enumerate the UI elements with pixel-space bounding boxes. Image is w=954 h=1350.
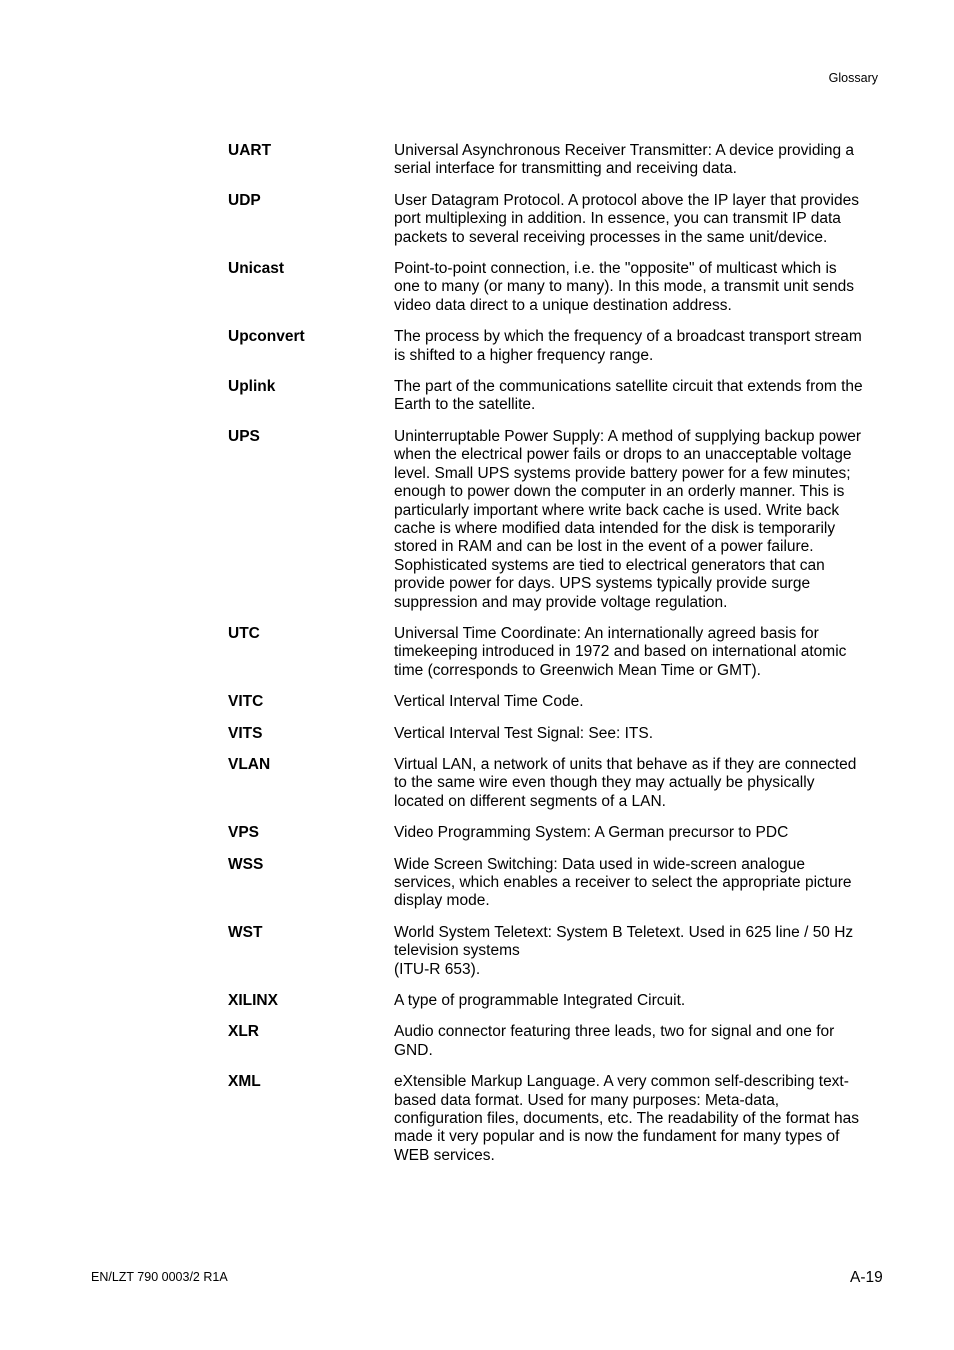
glossary-entry bbox=[228, 824, 888, 842]
glossary-definition: A type of programmable Integrated Circuit. bbox=[394, 992, 686, 1010]
glossary-definition: Virtual LAN, a network of units that behave as if they are connected to the same wire even though they may actually be physically located on different segments of a LAN. bbox=[394, 755, 857, 810]
glossary-definition: The process by which the frequency of a broadcast transport stream is shifted to a higher frequency range. bbox=[394, 328, 862, 364]
glossary-term: Uplink bbox=[228, 378, 276, 396]
glossary-definition: Universal Asynchronous Receiver Transmitter: A device providing a serial interface for transmitting and receiving data. bbox=[394, 142, 855, 178]
glossary-entry bbox=[228, 328, 888, 365]
glossary-entry bbox=[228, 1073, 888, 1165]
glossary-definition: Vertical Interval Time Code. bbox=[394, 693, 584, 711]
glossary-term: Upconvert bbox=[228, 328, 305, 346]
glossary-term: XLR bbox=[228, 1023, 259, 1041]
glossary-entry bbox=[228, 428, 888, 612]
glossary-definition: Video Programming System: A German precursor to PDC bbox=[394, 824, 789, 842]
glossary-term: UPS bbox=[228, 427, 260, 445]
glossary-entry bbox=[228, 260, 888, 315]
glossary-term: UDP bbox=[228, 191, 261, 209]
glossary-entry bbox=[228, 725, 888, 743]
glossary-term: VPS bbox=[228, 824, 260, 842]
glossary-term: VITC bbox=[228, 693, 264, 711]
glossary-term: XML bbox=[228, 1073, 261, 1091]
glossary-definition: User Datagram Protocol. A protocol above the IP layer that provides port multiplexing in addition. In essence, you can transmit IP data packets to several receiving processes in the same unit/device. bbox=[394, 191, 859, 246]
glossary-entry bbox=[228, 693, 888, 711]
glossary-definition: Vertical Interval Test Signal: See: ITS. bbox=[394, 724, 654, 742]
glossary-entry bbox=[228, 992, 888, 1010]
glossary-definition: Universal Time Coordinate: An internationally agreed basis for timekeeping introduced in 1972 and based on international atomic time (corresponds to Greenwich Mean Time or GMT). bbox=[394, 624, 847, 679]
glossary-definition: Audio connector featuring three leads, two for signal and one for GND. bbox=[394, 1023, 835, 1059]
glossary-definition: World System Teletext: System B Teletext. Used in 625 line / 50 Hz television systems (ITU-R 653). bbox=[394, 923, 854, 978]
glossary-definition: The part of the communications satellite circuit that extends from the Earth to the satellite. bbox=[394, 378, 863, 414]
glossary-term: VLAN bbox=[228, 755, 271, 773]
glossary-term: Unicast bbox=[228, 260, 284, 278]
glossary-entry bbox=[228, 1023, 888, 1060]
glossary-definition: eXtensible Markup Language. A very common self-describing text- based data format. Used for many purposes: Meta-data, configuration files, documents, etc. The readability of the format has made it very popular and is now the fundament for many types of WEB services. bbox=[394, 1073, 859, 1164]
running-header: Glossary bbox=[828, 71, 878, 85]
glossary-entry bbox=[228, 378, 888, 415]
glossary-definition: Uninterruptable Power Supply: A method of supplying backup power when the electrical power fails or drops to an unacceptable voltage level. Small UPS systems provide battery power for a few minutes; enough to power down the computer in an orderly manner. This is particularly important where write back cache is used. Write back cache is where modified data intended for the disk is temporarily stored in RAM and can be lost in the event of a power failure. Sophisticated systems are tied to electrical generators that can provide power for days. UPS systems typically provide surge suppression and may provide voltage regulation. bbox=[394, 427, 862, 611]
glossary-term: WST bbox=[228, 923, 263, 941]
glossary-term: XILINX bbox=[228, 992, 278, 1010]
glossary-definition: Point-to-point connection, i.e. the "opposite" of multicast which is one to many (or many to many). In this mode, a transmit unit sends video data direct to a unique destination address. bbox=[394, 260, 855, 314]
document-id: EN/LZT 790 0003/2 R1A bbox=[91, 1270, 228, 1284]
glossary-term: WSS bbox=[228, 855, 264, 873]
glossary-entry bbox=[228, 924, 888, 979]
glossary-definition: Wide Screen Switching: Data used in wide-screen analogue services, which enables a receiver to select the appropriate picture display mode. bbox=[394, 855, 852, 910]
glossary-entry bbox=[228, 142, 888, 179]
glossary-entry bbox=[228, 192, 888, 247]
glossary-list bbox=[228, 142, 888, 1178]
glossary-term: VITS bbox=[228, 724, 263, 742]
glossary-term: UTC bbox=[228, 624, 260, 642]
glossary-term: UART bbox=[228, 142, 272, 159]
glossary-entry bbox=[228, 856, 888, 911]
glossary-entry bbox=[228, 756, 888, 811]
glossary-entry bbox=[228, 625, 888, 680]
page-number: A-19 bbox=[850, 1269, 883, 1286]
